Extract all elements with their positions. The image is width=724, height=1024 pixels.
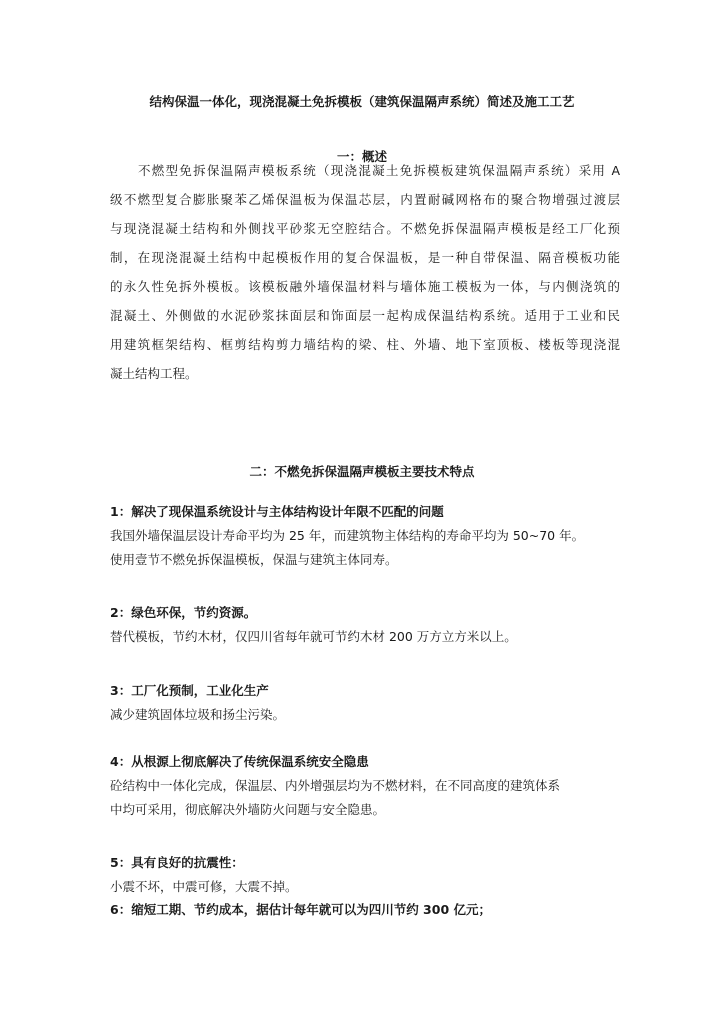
feature-item-2	[110, 601, 640, 649]
paragraph-line: 的永久性免拆外模板。该模板融外墙保温材料与墙体施工模板为一体，与内侧浇筑的	[110, 279, 620, 294]
feature-title: 4：从根源上彻底解决了传统保温系统安全隐患	[110, 754, 369, 769]
overview-paragraph	[110, 156, 620, 388]
feature-text: 我国外墙保温层设计寿命平均为 25 年，而建筑物主体结构的寿命平均为 50~70 年。	[110, 528, 585, 543]
feature-item-1	[110, 500, 640, 572]
feature-text: 减少建筑固体垃圾和扬尘污染。	[110, 707, 286, 722]
section-heading-overview: 一：概述	[336, 149, 387, 164]
feature-item-5	[110, 851, 640, 899]
feature-title: 6：缩短工期、节约成本，据估计每年就可以为四川节约 300 亿元；	[110, 902, 491, 917]
paragraph-line: 制，在现浇混凝土结构中起模板作用的复合保温板，是一种自带保温、隔音模板功能	[110, 250, 620, 265]
feature-title: 1：解决了现保温系统设计与主体结构设计年限不匹配的问题	[110, 504, 444, 519]
paragraph-line: 与现浇混凝土结构和外侧找平砂浆无空腔结合。不燃免拆保温隔声模板是经工厂化预	[110, 221, 620, 236]
document-title: 结构保温一体化，现浇混凝土免拆模板（建筑保温隔声系统）简述及施工工艺	[149, 94, 575, 109]
paragraph-line: 凝土结构工程。	[110, 366, 198, 381]
paragraph-line: 用建筑框架结构、框剪结构剪力墙结构的梁、柱、外墙、地下室顶板、楼板等现浇混	[110, 337, 620, 352]
feature-text: 小震不坏，中震可修，大震不掉。	[110, 879, 298, 894]
feature-title: 5：具有良好的抗震性：	[110, 855, 244, 870]
feature-item-4	[110, 750, 640, 822]
feature-text: 中均可采用，彻底解决外墙防火问题与安全隐患。	[110, 802, 386, 817]
paragraph-line: 混凝土、外侧做的水泥砂浆抹面层和饰面层一起构成保温结构系统。适用于工业和民	[110, 308, 620, 323]
feature-title: 3：工厂化预制，工业化生产	[110, 683, 269, 698]
feature-text: 替代模板，节约木材，仅四川省每年就可节约木材 200 万方立方米以上。	[110, 629, 517, 644]
section-heading-features: 二：不燃免拆保温隔声模板主要技术特点	[249, 464, 475, 479]
feature-item-3	[110, 679, 640, 727]
feature-text: 砼结构中一体化完成，保温层、内外增强层均为不燃材料，在不同高度的建筑体系	[110, 778, 561, 793]
feature-text: 使用壹节不燃免拆保温模板，保温与建筑主体同寿。	[110, 552, 398, 567]
paragraph-line: 级不燃型复合膨胀聚苯乙烯保温板为保温芯层，内置耐碱网格布的聚合物增强过渡层	[110, 192, 620, 207]
feature-item-6	[110, 898, 640, 922]
feature-title: 2：绿色环保，节约资源。	[110, 605, 257, 620]
paragraph-line: 不燃型免拆保温隔声模板系统（现浇混凝土免拆模板建筑保温隔声系统）采用 A	[138, 163, 620, 178]
